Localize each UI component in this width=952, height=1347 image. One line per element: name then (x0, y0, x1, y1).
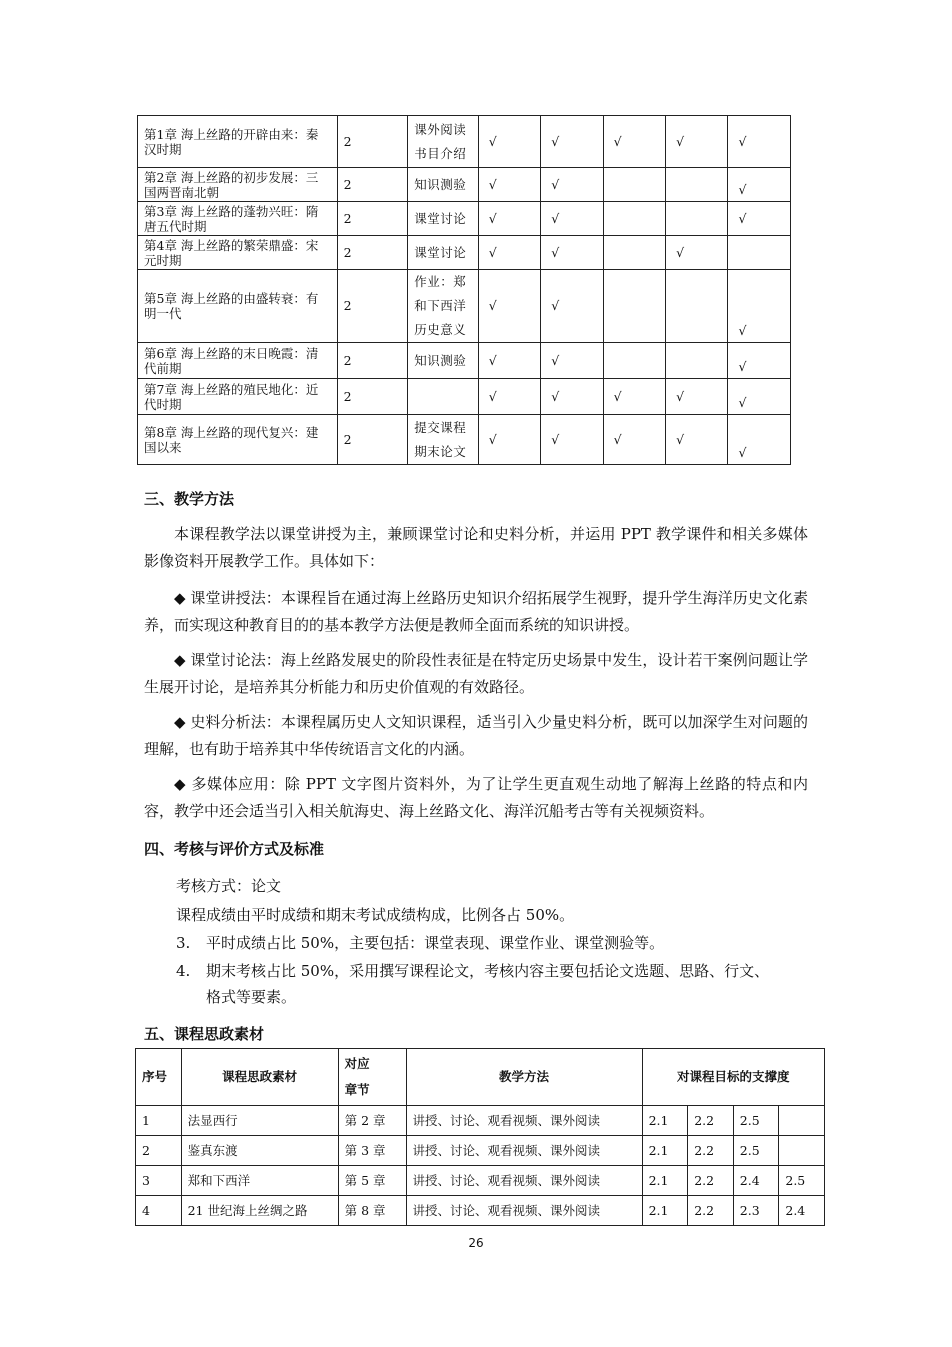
header-support: 对课程目标的支撑度 (642, 1049, 824, 1106)
support-cell: 2.2 (688, 1136, 734, 1166)
support-cell: 2.4 (779, 1196, 825, 1226)
check-cell: √ (478, 168, 540, 202)
chapter-cell: 第4章 海上丝路的繁荣鼎盛：宋元时期 (138, 236, 338, 270)
activity-cell: 课外阅读书目介绍 (408, 116, 479, 168)
check-cell: √ (478, 379, 540, 415)
no-cell: 1 (136, 1106, 182, 1136)
method-cell: 讲授、讨论、观看视频、课外阅读 (406, 1196, 642, 1226)
check-cell: √ (728, 116, 791, 168)
check-cell: √ (541, 236, 603, 270)
support-cell: 2.5 (733, 1136, 779, 1166)
table-row (136, 1136, 825, 1166)
section3-intro: 本课程教学法以课堂讲授为主，兼顾课堂讨论和史料分析，并运用 PPT 教学课件和相关多媒体影像资料开展教学工作。具体如下： (144, 525, 808, 570)
activity-cell: 课堂讨论 (408, 236, 479, 270)
hours-cell: 2 (337, 202, 408, 236)
check-cell: √ (541, 379, 603, 415)
header-no: 序号 (136, 1049, 182, 1106)
chapter-cell: 第8章 海上丝路的现代复兴：建国以来 (138, 415, 338, 465)
item3-text: 平时成绩占比 50%，主要包括：课堂表现、课堂作业、课堂测验等。 (206, 934, 665, 952)
support-cell: 2.3 (733, 1196, 779, 1226)
chapter-cell: 第 2 章 (338, 1106, 406, 1136)
check-cell (603, 343, 665, 379)
chapter-cell: 第3章 海上丝路的蓬勃兴旺：隋唐五代时期 (138, 202, 338, 236)
check-cell: √ (541, 343, 603, 379)
no-cell: 4 (136, 1196, 182, 1226)
check-cell: √ (728, 168, 791, 202)
hours-cell: 2 (337, 116, 408, 168)
check-cell: √ (478, 415, 540, 465)
item4-text-a: 期末考核占比 50%，采用撰写课程论文，考核内容主要包括论文选题、思路、行文、 (206, 962, 770, 980)
check-cell: √ (478, 116, 540, 168)
check-cell (603, 270, 665, 343)
table-row (138, 116, 791, 168)
chapter-cell: 第2章 海上丝路的初步发展：三国两晋南北朝 (138, 168, 338, 202)
table-row (138, 343, 791, 379)
support-cell: 2.2 (688, 1166, 734, 1196)
activity-cell: 知识测验 (408, 168, 479, 202)
check-cell: √ (666, 379, 728, 415)
check-cell (603, 236, 665, 270)
header-chapter: 对应 章节 (338, 1049, 406, 1106)
table-row (138, 415, 791, 465)
chapter-cell: 第6章 海上丝路的末日晚霞：清代前期 (138, 343, 338, 379)
support-cell: 2.2 (688, 1196, 734, 1226)
check-cell: √ (666, 415, 728, 465)
check-cell: √ (728, 343, 791, 379)
check-cell: √ (541, 168, 603, 202)
check-cell: √ (666, 116, 728, 168)
check-cell: √ (478, 236, 540, 270)
chapter-cell: 第 5 章 (338, 1166, 406, 1196)
section5-heading: 五、课程思政素材 (144, 1025, 265, 1043)
grade-composition: 课程成绩由平时成绩和期末考试成绩构成，比例各占 50%。 (176, 906, 575, 924)
table-row (138, 168, 791, 202)
activity-cell (408, 379, 479, 415)
method-multimedia: ◆ 多媒体应用：除 PPT 文字图片资料外，为了让学生更直观生动地了解海上丝路的特点和内容，教学中还会适当引入相关航海史、海上丝路文化、海洋沉船考古等有关视频资料。 (144, 775, 808, 820)
support-cell (779, 1136, 825, 1166)
check-cell: √ (603, 415, 665, 465)
chapter-cell: 第5章 海上丝路的由盛转衰：有明一代 (138, 270, 338, 343)
header-material: 课程思政素材 (181, 1049, 338, 1106)
method-source-analysis: ◆ 史料分析法：本课程属历史人文知识课程，适当引入少量史料分析，既可以加深学生对问题的理解，也有助于培养其中华传统语言文化的内涵。 (144, 713, 808, 758)
method-cell: 讲授、讨论、观看视频、课外阅读 (406, 1106, 642, 1136)
check-cell: √ (603, 116, 665, 168)
activity-cell: 课堂讨论 (408, 202, 479, 236)
hours-cell: 2 (337, 168, 408, 202)
check-cell: √ (603, 379, 665, 415)
check-cell: √ (666, 236, 728, 270)
table-header-row (136, 1049, 825, 1106)
check-cell: √ (541, 415, 603, 465)
chapter-cell: 第 3 章 (338, 1136, 406, 1166)
check-cell: √ (728, 202, 791, 236)
hours-cell: 2 (337, 379, 408, 415)
support-cell: 2.1 (642, 1136, 688, 1166)
material-cell: 法显西行 (181, 1106, 338, 1136)
check-cell: √ (541, 202, 603, 236)
check-cell (666, 202, 728, 236)
method-lecture: ◆ 课堂讲授法：本课程旨在通过海上丝路历史知识介绍拓展学生视野，提升学生海洋历史文化素养，而实现这种教育目的的基本教学方法便是教师全面而系统的知识讲授。 (144, 589, 808, 634)
check-cell (666, 343, 728, 379)
check-cell (728, 236, 791, 270)
support-cell (779, 1106, 825, 1136)
activity-cell: 作业：郑和下西洋历史意义 (408, 270, 479, 343)
check-cell: √ (478, 343, 540, 379)
section4-heading: 四、考核与评价方式及标准 (144, 840, 325, 858)
table-row (138, 236, 791, 270)
item4-number: 4. (176, 962, 191, 980)
method-cell: 讲授、讨论、观看视频、课外阅读 (406, 1136, 642, 1166)
section3-heading: 三、教学方法 (144, 490, 235, 508)
page-number: 26 (468, 1236, 484, 1250)
chapter-cell: 第 8 章 (338, 1196, 406, 1226)
table-row (136, 1106, 825, 1136)
support-cell: 2.4 (733, 1166, 779, 1196)
support-cell: 2.1 (642, 1196, 688, 1226)
table-row (138, 202, 791, 236)
check-cell: √ (541, 116, 603, 168)
activity-cell: 提交课程期末论文 (408, 415, 479, 465)
table-row (136, 1166, 825, 1196)
check-cell (666, 270, 728, 343)
material-cell: 郑和下西洋 (181, 1166, 338, 1196)
check-cell: √ (728, 270, 791, 343)
chapter-cell: 第1章 海上丝路的开辟由来：秦汉时期 (138, 116, 338, 168)
hours-cell: 2 (337, 343, 408, 379)
ideology-material-table (135, 1048, 825, 1226)
item4-text-b: 格式等要素。 (206, 988, 297, 1006)
check-cell: √ (478, 202, 540, 236)
activity-cell: 知识测验 (408, 343, 479, 379)
check-cell: √ (478, 270, 540, 343)
support-cell: 2.2 (688, 1106, 734, 1136)
table-row (136, 1196, 825, 1226)
no-cell: 3 (136, 1166, 182, 1196)
no-cell: 2 (136, 1136, 182, 1166)
method-discussion: ◆ 课堂讨论法：海上丝路发展史的阶段性表征是在特定历史场景中发生，设计若干案例问题让学生展开讨论，是培养其分析能力和历史价值观的有效路径。 (144, 651, 808, 696)
hours-cell: 2 (337, 236, 408, 270)
item3-number: 3. (176, 934, 191, 952)
check-cell: √ (541, 270, 603, 343)
check-cell: √ (728, 379, 791, 415)
material-cell: 鉴真东渡 (181, 1136, 338, 1166)
check-cell (603, 202, 665, 236)
check-cell: √ (728, 415, 791, 465)
support-cell: 2.1 (642, 1166, 688, 1196)
material-cell: 21 世纪海上丝绸之路 (181, 1196, 338, 1226)
chapter-plan-table (137, 115, 791, 465)
support-cell: 2.5 (779, 1166, 825, 1196)
method-cell: 讲授、讨论、观看视频、课外阅读 (406, 1166, 642, 1196)
check-cell (603, 168, 665, 202)
table-row (138, 270, 791, 343)
chapter-cell: 第7章 海上丝路的殖民地化：近代时期 (138, 379, 338, 415)
support-cell: 2.1 (642, 1106, 688, 1136)
check-cell (666, 168, 728, 202)
hours-cell: 2 (337, 270, 408, 343)
support-cell: 2.5 (733, 1106, 779, 1136)
header-method: 教学方法 (406, 1049, 642, 1106)
assessment-method: 考核方式：论文 (176, 877, 282, 895)
hours-cell: 2 (337, 415, 408, 465)
table-row (138, 379, 791, 415)
